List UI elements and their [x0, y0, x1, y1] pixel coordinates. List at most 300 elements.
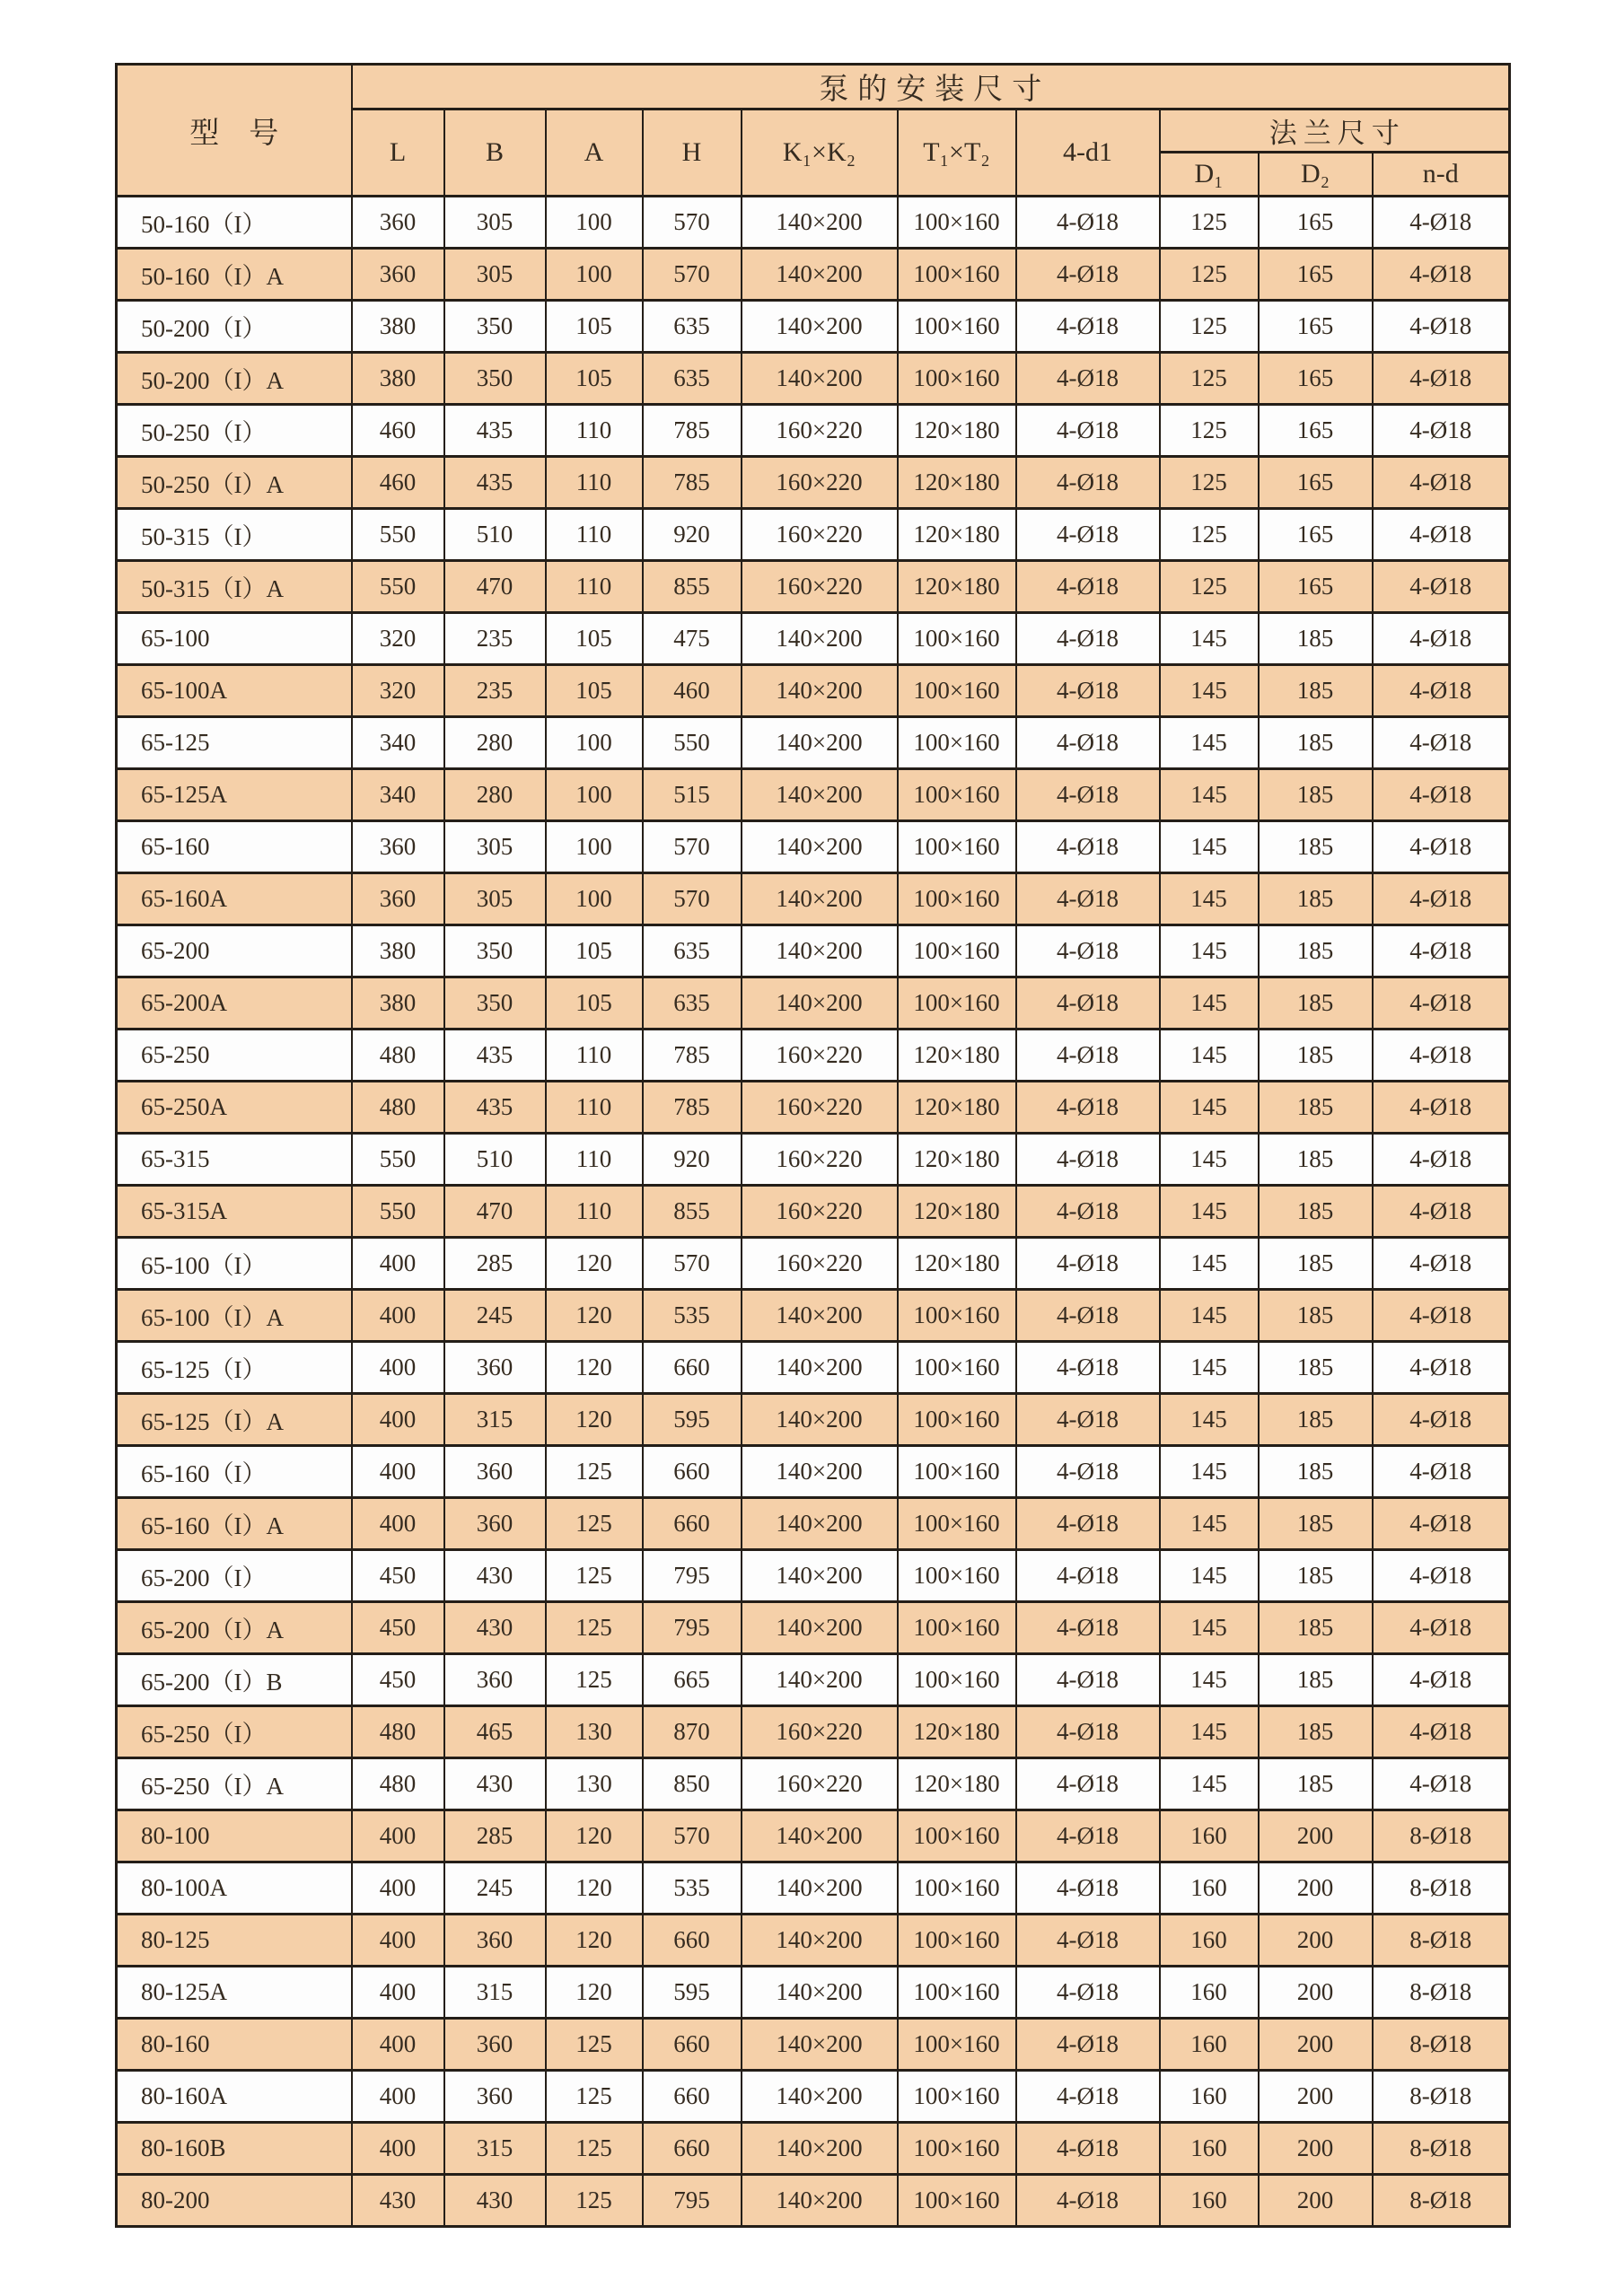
header-col-4d1: 4-d1	[1016, 110, 1160, 197]
value-cell: 4-Ø18	[1016, 1186, 1160, 1238]
value-cell: 125	[1160, 457, 1259, 509]
value-cell: 145	[1160, 1758, 1259, 1810]
value-cell: 635	[643, 925, 742, 977]
value-cell: 305	[444, 821, 546, 873]
value-cell: 160×220	[742, 1186, 898, 1238]
value-cell: 100×160	[898, 873, 1016, 925]
value-cell: 140×200	[742, 1394, 898, 1446]
value-cell: 570	[643, 1810, 742, 1862]
value-cell: 140×200	[742, 249, 898, 301]
value-cell: 120	[546, 1238, 643, 1290]
value-cell: 4-Ø18	[1373, 1758, 1510, 1810]
table-row	[117, 769, 1510, 821]
value-cell: 145	[1160, 1082, 1259, 1134]
value-cell: 4-Ø18	[1016, 2175, 1160, 2227]
table-row	[117, 197, 1510, 249]
value-cell: 4-Ø18	[1373, 1030, 1510, 1082]
value-cell: 235	[444, 665, 546, 717]
value-cell: 450	[352, 1550, 444, 1602]
value-cell: 4-Ø18	[1016, 1342, 1160, 1394]
value-cell: 160×220	[742, 457, 898, 509]
value-cell: 785	[643, 1082, 742, 1134]
value-cell: 100×160	[898, 1550, 1016, 1602]
value-cell: 430	[444, 1550, 546, 1602]
value-cell: 360	[352, 249, 444, 301]
value-cell: 660	[643, 1915, 742, 1967]
value-cell: 470	[444, 1186, 546, 1238]
value-cell: 165	[1259, 353, 1373, 405]
value-cell: 4-Ø18	[1016, 2071, 1160, 2123]
table-row	[117, 873, 1510, 925]
value-cell: 145	[1160, 1602, 1259, 1654]
value-cell: 4-Ø18	[1373, 1498, 1510, 1550]
table-row	[117, 405, 1510, 457]
value-cell: 570	[643, 197, 742, 249]
value-cell: 200	[1259, 1967, 1373, 2019]
value-cell: 430	[444, 1758, 546, 1810]
value-cell: 100×160	[898, 1602, 1016, 1654]
value-cell: 100×160	[898, 2175, 1016, 2227]
model-cell: 65-100（I）	[117, 1238, 352, 1290]
value-cell: 660	[643, 2123, 742, 2175]
model-cell: 65-160（I）A	[117, 1498, 352, 1550]
value-cell: 635	[643, 977, 742, 1030]
value-cell: 400	[352, 1446, 444, 1498]
table-row	[117, 301, 1510, 353]
value-cell: 4-Ø18	[1373, 977, 1510, 1030]
model-cell: 65-125（I）A	[117, 1394, 352, 1446]
value-cell: 4-Ø18	[1373, 249, 1510, 301]
value-cell: 100×160	[898, 613, 1016, 665]
value-cell: 200	[1259, 1862, 1373, 1915]
value-cell: 480	[352, 1030, 444, 1082]
value-cell: 185	[1259, 1446, 1373, 1498]
value-cell: 100	[546, 769, 643, 821]
table-row	[117, 1134, 1510, 1186]
model-cell: 65-160A	[117, 873, 352, 925]
model-cell: 65-250A	[117, 1082, 352, 1134]
header-col-B: B	[444, 110, 546, 197]
value-cell: 785	[643, 457, 742, 509]
value-cell: 105	[546, 925, 643, 977]
value-cell: 200	[1259, 2071, 1373, 2123]
value-cell: 4-Ø18	[1016, 665, 1160, 717]
value-cell: 100×160	[898, 2123, 1016, 2175]
value-cell: 400	[352, 2071, 444, 2123]
value-cell: 550	[352, 1186, 444, 1238]
table-row	[117, 457, 1510, 509]
value-cell: 4-Ø18	[1016, 1238, 1160, 1290]
value-cell: 105	[546, 353, 643, 405]
value-cell: 360	[444, 1342, 546, 1394]
value-cell: 140×200	[742, 873, 898, 925]
table-row	[117, 249, 1510, 301]
table-row	[117, 1706, 1510, 1758]
value-cell: 200	[1259, 1810, 1373, 1862]
table-row	[117, 613, 1510, 665]
table-row	[117, 1238, 1510, 1290]
value-cell: 4-Ø18	[1373, 1290, 1510, 1342]
value-cell: 920	[643, 1134, 742, 1186]
value-cell: 120×180	[898, 1082, 1016, 1134]
value-cell: 515	[643, 769, 742, 821]
header-col-K1K2: K₁×K₂	[742, 110, 898, 197]
value-cell: 315	[444, 1394, 546, 1446]
value-cell: 125	[1160, 197, 1259, 249]
value-cell: 140×200	[742, 2071, 898, 2123]
model-cell: 80-125A	[117, 1967, 352, 2019]
value-cell: 400	[352, 1967, 444, 2019]
model-cell: 65-125（I）	[117, 1342, 352, 1394]
value-cell: 200	[1259, 2175, 1373, 2227]
model-cell: 65-160	[117, 821, 352, 873]
value-cell: 8-Ø18	[1373, 2071, 1510, 2123]
value-cell: 120×180	[898, 1186, 1016, 1238]
value-cell: 110	[546, 405, 643, 457]
value-cell: 100	[546, 249, 643, 301]
value-cell: 200	[1259, 2019, 1373, 2071]
value-cell: 400	[352, 1238, 444, 1290]
value-cell: 145	[1160, 1342, 1259, 1394]
value-cell: 550	[643, 717, 742, 769]
value-cell: 4-Ø18	[1016, 1290, 1160, 1342]
value-cell: 235	[444, 613, 546, 665]
header-model: 型 号	[117, 65, 352, 197]
value-cell: 635	[643, 301, 742, 353]
value-cell: 4-Ø18	[1373, 1602, 1510, 1654]
value-cell: 100×160	[898, 717, 1016, 769]
value-cell: 185	[1259, 925, 1373, 977]
value-cell: 100×160	[898, 197, 1016, 249]
value-cell: 105	[546, 613, 643, 665]
value-cell: 165	[1259, 197, 1373, 249]
value-cell: 4-Ø18	[1016, 977, 1160, 1030]
value-cell: 120	[546, 1290, 643, 1342]
value-cell: 145	[1160, 1290, 1259, 1342]
table-row	[117, 1602, 1510, 1654]
value-cell: 4-Ø18	[1373, 197, 1510, 249]
value-cell: 400	[352, 1810, 444, 1862]
value-cell: 660	[643, 1498, 742, 1550]
value-cell: 4-Ø18	[1373, 1134, 1510, 1186]
value-cell: 305	[444, 197, 546, 249]
value-cell: 4-Ø18	[1373, 353, 1510, 405]
value-cell: 185	[1259, 1290, 1373, 1342]
value-cell: 380	[352, 353, 444, 405]
value-cell: 550	[352, 561, 444, 613]
value-cell: 480	[352, 1758, 444, 1810]
value-cell: 120	[546, 1862, 643, 1915]
model-cell: 80-200	[117, 2175, 352, 2227]
value-cell: 145	[1160, 1550, 1259, 1602]
model-cell: 65-200A	[117, 977, 352, 1030]
value-cell: 4-Ø18	[1016, 1082, 1160, 1134]
value-cell: 100×160	[898, 1446, 1016, 1498]
value-cell: 125	[546, 2071, 643, 2123]
value-cell: 185	[1259, 1238, 1373, 1290]
value-cell: 125	[1160, 249, 1259, 301]
value-cell: 4-Ø18	[1373, 769, 1510, 821]
value-cell: 140×200	[742, 1967, 898, 2019]
value-cell: 4-Ø18	[1016, 717, 1160, 769]
value-cell: 360	[444, 1446, 546, 1498]
value-cell: 4-Ø18	[1016, 249, 1160, 301]
value-cell: 4-Ø18	[1373, 1342, 1510, 1394]
value-cell: 160	[1160, 1915, 1259, 1967]
value-cell: 4-Ø18	[1373, 821, 1510, 873]
value-cell: 145	[1160, 1498, 1259, 1550]
value-cell: 125	[546, 1498, 643, 1550]
value-cell: 120×180	[898, 1134, 1016, 1186]
value-cell: 185	[1259, 1134, 1373, 1186]
value-cell: 4-Ø18	[1016, 1134, 1160, 1186]
value-cell: 4-Ø18	[1016, 1758, 1160, 1810]
value-cell: 145	[1160, 821, 1259, 873]
value-cell: 380	[352, 977, 444, 1030]
value-cell: 100×160	[898, 1394, 1016, 1446]
value-cell: 120×180	[898, 509, 1016, 561]
table-row	[117, 1550, 1510, 1602]
value-cell: 145	[1160, 1030, 1259, 1082]
value-cell: 380	[352, 301, 444, 353]
value-cell: 8-Ø18	[1373, 1967, 1510, 2019]
value-cell: 140×200	[742, 613, 898, 665]
value-cell: 4-Ø18	[1373, 1706, 1510, 1758]
value-cell: 120×180	[898, 1030, 1016, 1082]
value-cell: 4-Ø18	[1016, 1030, 1160, 1082]
header-col-T1T2: T₁×T₂	[898, 110, 1016, 197]
value-cell: 320	[352, 613, 444, 665]
model-cell: 50-160（I）	[117, 197, 352, 249]
value-cell: 160×220	[742, 509, 898, 561]
value-cell: 535	[643, 1290, 742, 1342]
value-cell: 4-Ø18	[1016, 1862, 1160, 1915]
model-cell: 65-315	[117, 1134, 352, 1186]
value-cell: 200	[1259, 2123, 1373, 2175]
value-cell: 160	[1160, 2123, 1259, 2175]
value-cell: 4-Ø18	[1373, 665, 1510, 717]
value-cell: 850	[643, 1758, 742, 1810]
value-cell: 4-Ø18	[1016, 457, 1160, 509]
table-row	[117, 1290, 1510, 1342]
value-cell: 360	[352, 873, 444, 925]
value-cell: 595	[643, 1394, 742, 1446]
value-cell: 100	[546, 717, 643, 769]
value-cell: 550	[352, 1134, 444, 1186]
model-cell: 65-125A	[117, 769, 352, 821]
value-cell: 535	[643, 1862, 742, 1915]
value-cell: 435	[444, 457, 546, 509]
value-cell: 165	[1259, 405, 1373, 457]
value-cell: 475	[643, 613, 742, 665]
table-row	[117, 509, 1510, 561]
value-cell: 795	[643, 1602, 742, 1654]
value-cell: 160	[1160, 1967, 1259, 2019]
model-cell: 65-200（I）B	[117, 1654, 352, 1706]
value-cell: 140×200	[742, 717, 898, 769]
model-cell: 50-250（I）A	[117, 457, 352, 509]
value-cell: 400	[352, 1915, 444, 1967]
model-cell: 65-100	[117, 613, 352, 665]
value-cell: 400	[352, 1342, 444, 1394]
value-cell: 4-Ø18	[1373, 561, 1510, 613]
value-cell: 360	[444, 2071, 546, 2123]
value-cell: 125	[1160, 301, 1259, 353]
model-cell: 80-160	[117, 2019, 352, 2071]
value-cell: 100	[546, 197, 643, 249]
value-cell: 185	[1259, 1342, 1373, 1394]
value-cell: 160×220	[742, 1134, 898, 1186]
value-cell: 110	[546, 1030, 643, 1082]
value-cell: 4-Ø18	[1373, 1654, 1510, 1706]
value-cell: 145	[1160, 925, 1259, 977]
value-cell: 160×220	[742, 1238, 898, 1290]
value-cell: 145	[1160, 1186, 1259, 1238]
value-cell: 120	[546, 1810, 643, 1862]
value-cell: 510	[444, 509, 546, 561]
value-cell: 430	[444, 1602, 546, 1654]
value-cell: 360	[444, 2019, 546, 2071]
value-cell: 4-Ø18	[1373, 613, 1510, 665]
value-cell: 4-Ø18	[1373, 717, 1510, 769]
value-cell: 140×200	[742, 1915, 898, 1967]
value-cell: 165	[1259, 457, 1373, 509]
model-cell: 65-100（I）A	[117, 1290, 352, 1342]
value-cell: 110	[546, 1082, 643, 1134]
table-row	[117, 1654, 1510, 1706]
table-row	[117, 717, 1510, 769]
value-cell: 140×200	[742, 1342, 898, 1394]
value-cell: 4-Ø18	[1373, 873, 1510, 925]
value-cell: 4-Ø18	[1016, 405, 1160, 457]
value-cell: 185	[1259, 1602, 1373, 1654]
value-cell: 145	[1160, 1238, 1259, 1290]
value-cell: 795	[643, 2175, 742, 2227]
value-cell: 140×200	[742, 821, 898, 873]
value-cell: 4-Ø18	[1016, 1915, 1160, 1967]
value-cell: 140×200	[742, 353, 898, 405]
value-cell: 185	[1259, 1082, 1373, 1134]
value-cell: 185	[1259, 613, 1373, 665]
value-cell: 165	[1259, 561, 1373, 613]
value-cell: 120×180	[898, 405, 1016, 457]
table-row	[117, 1186, 1510, 1238]
value-cell: 110	[546, 561, 643, 613]
model-cell: 65-250	[117, 1030, 352, 1082]
value-cell: 785	[643, 1030, 742, 1082]
value-cell: 280	[444, 717, 546, 769]
value-cell: 120×180	[898, 1758, 1016, 1810]
model-cell: 50-315（I）	[117, 509, 352, 561]
value-cell: 360	[352, 821, 444, 873]
value-cell: 185	[1259, 873, 1373, 925]
value-cell: 125	[546, 2175, 643, 2227]
value-cell: 635	[643, 353, 742, 405]
value-cell: 145	[1160, 1394, 1259, 1446]
value-cell: 160	[1160, 1862, 1259, 1915]
table-row	[117, 1810, 1510, 1862]
value-cell: 360	[352, 197, 444, 249]
value-cell: 120	[546, 1915, 643, 1967]
value-cell: 120	[546, 1967, 643, 2019]
value-cell: 165	[1259, 249, 1373, 301]
value-cell: 125	[546, 2123, 643, 2175]
value-cell: 4-Ø18	[1373, 1186, 1510, 1238]
value-cell: 185	[1259, 769, 1373, 821]
value-cell: 120×180	[898, 561, 1016, 613]
header-col-D1: D₁	[1160, 153, 1259, 197]
value-cell: 105	[546, 977, 643, 1030]
value-cell: 100×160	[898, 1810, 1016, 1862]
value-cell: 465	[444, 1706, 546, 1758]
value-cell: 140×200	[742, 2019, 898, 2071]
value-cell: 145	[1160, 977, 1259, 1030]
value-cell: 140×200	[742, 2123, 898, 2175]
header-col-H: H	[643, 110, 742, 197]
value-cell: 855	[643, 1186, 742, 1238]
table-row	[117, 1342, 1510, 1394]
value-cell: 120	[546, 1394, 643, 1446]
header-col-A: A	[546, 110, 643, 197]
value-cell: 110	[546, 457, 643, 509]
value-cell: 100×160	[898, 1290, 1016, 1342]
value-cell: 105	[546, 665, 643, 717]
value-cell: 140×200	[742, 1446, 898, 1498]
value-cell: 160	[1160, 2175, 1259, 2227]
value-cell: 8-Ø18	[1373, 2123, 1510, 2175]
value-cell: 145	[1160, 717, 1259, 769]
header-col-D2: D₂	[1259, 153, 1373, 197]
value-cell: 145	[1160, 665, 1259, 717]
value-cell: 4-Ø18	[1016, 1654, 1160, 1706]
value-cell: 185	[1259, 1394, 1373, 1446]
value-cell: 100×160	[898, 1498, 1016, 1550]
model-cell: 80-125	[117, 1915, 352, 1967]
header-col-L: L	[352, 110, 444, 197]
value-cell: 435	[444, 1082, 546, 1134]
value-cell: 360	[444, 1498, 546, 1550]
table-row	[117, 1030, 1510, 1082]
model-cell: 65-100A	[117, 665, 352, 717]
value-cell: 160×220	[742, 1758, 898, 1810]
value-cell: 125	[546, 1654, 643, 1706]
value-cell: 400	[352, 1498, 444, 1550]
table-row	[117, 2123, 1510, 2175]
value-cell: 480	[352, 1706, 444, 1758]
model-cell: 65-200（I）	[117, 1550, 352, 1602]
value-cell: 100×160	[898, 977, 1016, 1030]
value-cell: 400	[352, 1394, 444, 1446]
value-cell: 430	[444, 2175, 546, 2227]
table-row	[117, 561, 1510, 613]
value-cell: 4-Ø18	[1373, 1446, 1510, 1498]
model-cell: 50-250（I）	[117, 405, 352, 457]
value-cell: 4-Ø18	[1373, 301, 1510, 353]
value-cell: 140×200	[742, 769, 898, 821]
value-cell: 665	[643, 1654, 742, 1706]
value-cell: 660	[643, 2019, 742, 2071]
value-cell: 100×160	[898, 769, 1016, 821]
value-cell: 360	[444, 1654, 546, 1706]
header-install-group: 泵的安装尺寸	[352, 65, 1510, 110]
value-cell: 450	[352, 1654, 444, 1706]
value-cell: 100	[546, 821, 643, 873]
value-cell: 4-Ø18	[1016, 301, 1160, 353]
model-cell: 65-125	[117, 717, 352, 769]
value-cell: 350	[444, 977, 546, 1030]
value-cell: 130	[546, 1706, 643, 1758]
value-cell: 125	[1160, 405, 1259, 457]
